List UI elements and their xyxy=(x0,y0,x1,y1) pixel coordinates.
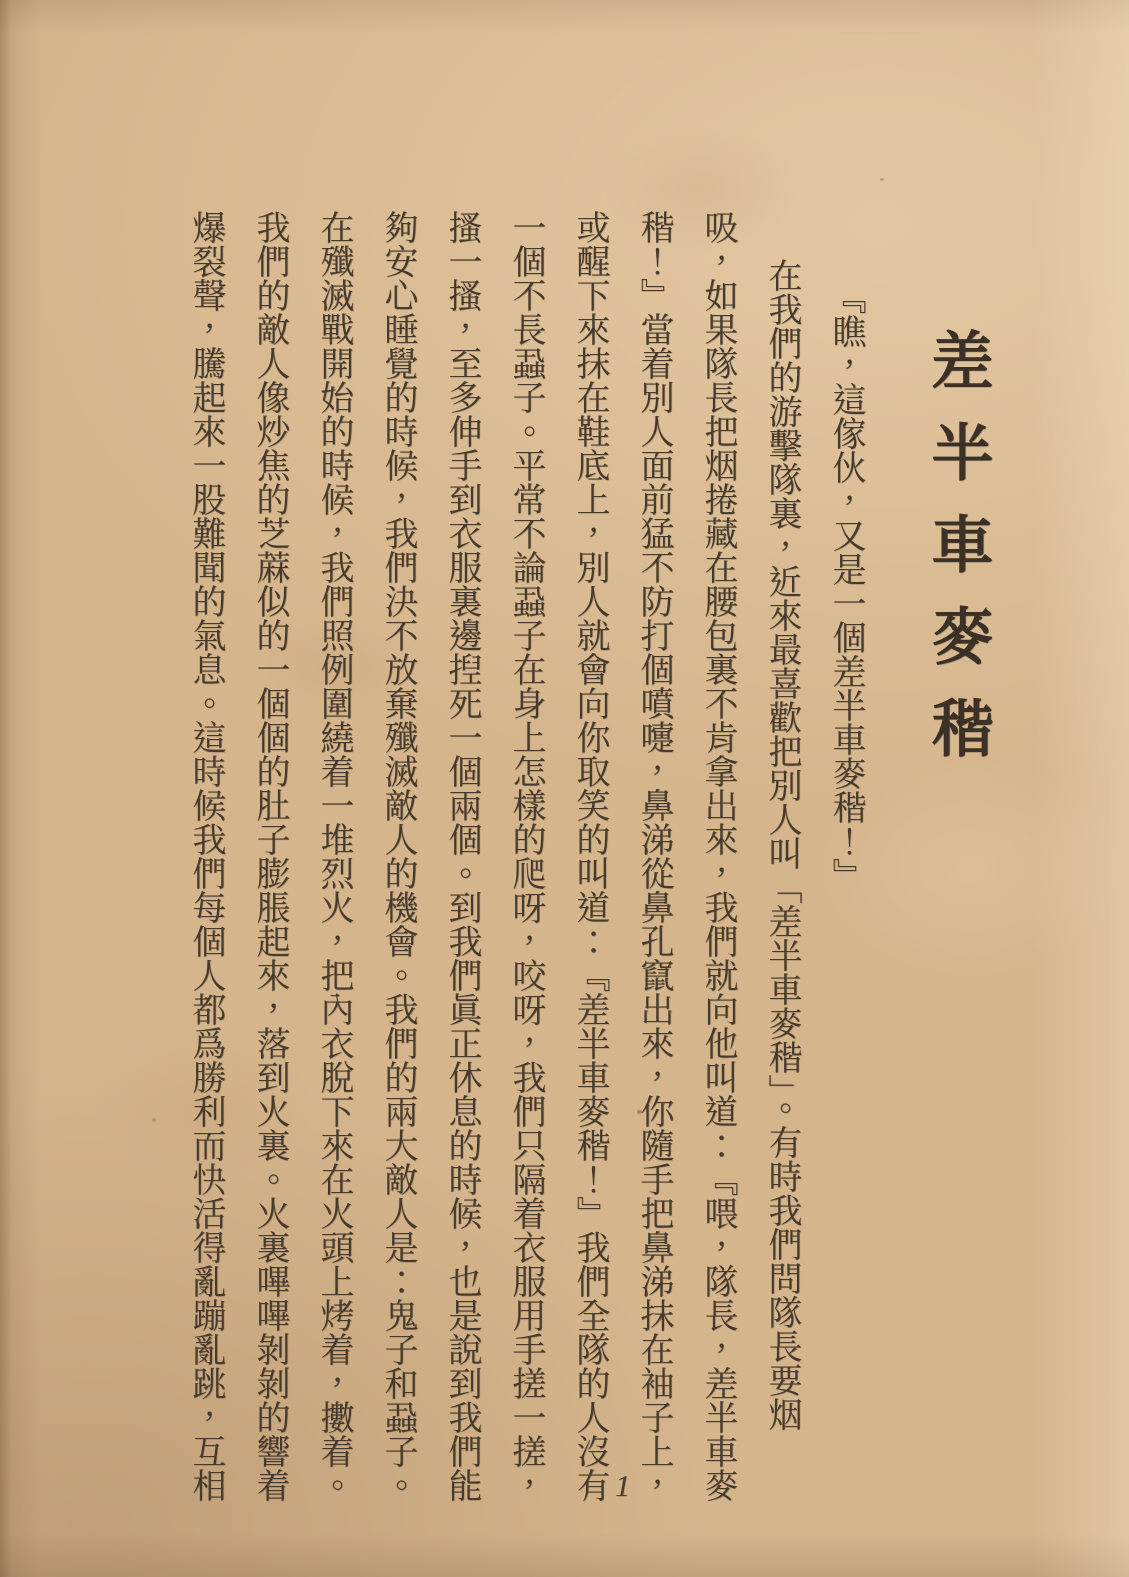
page-title: 差半車麥稭 xyxy=(922,328,990,788)
paper-speck xyxy=(637,1110,642,1114)
paper-speck xyxy=(880,178,884,181)
page-number: 1 xyxy=(615,1468,631,1503)
text-column: 『瞧，這傢伙，又是一個差半車麥稭！』 xyxy=(827,280,864,892)
text-column: 我們的敵人像炒焦的芝蔴似的一個個的肚子膨脹起來，落到火裏。火裏嗶嗶剝剝的響着 xyxy=(251,210,288,1502)
text-column: 在我們的游擊隊裏，近來最喜歡把別人叫「差半車麥稭」。有時我們問隊長要烟 xyxy=(763,258,800,1431)
text-column: 在殲滅戰開始的時候，我們照例圍繞着一堆烈火，把內衣脫下來在火頭上烤着，擻着。 xyxy=(315,210,352,1502)
text-column: 吸，如果隊長把烟捲藏在腰包裏不肯拿出來，我們就向他叫道：『喂，隊長，差半車麥 xyxy=(699,210,736,1502)
text-column: 或醒下來抹在鞋底上，別人就會向你取笑的叫道：『差半車麥稭！』我們全隊的人沒有 xyxy=(571,210,608,1502)
text-column: 爆裂聲，騰起來一股難聞的氣息。這時候我們每個人都爲勝利而快活得亂蹦亂跳，互相 xyxy=(187,210,224,1502)
text-column: 稭！』當着別人面前猛不防打個噴嚏，鼻涕從鼻孔竄出來，你隨手把鼻涕抹在袖子上， xyxy=(635,210,672,1502)
text-column: 夠安心睡覺的時候，我們決不放棄殲滅敵人的機會。我們的兩大敵人是：鬼子和蝨子。 xyxy=(379,210,416,1502)
text-column: 搔一搔，至多伸手到衣服裏邊揑死一個兩個。到我們眞正休息的時候，也是說到我們能 xyxy=(443,210,480,1502)
paper-speck xyxy=(152,1118,156,1122)
text-column: 一個不長蝨子。平常不論蝨子在身上怎樣的爬呀，咬呀，我們只隔着衣服用手搓一搓， xyxy=(507,210,544,1502)
